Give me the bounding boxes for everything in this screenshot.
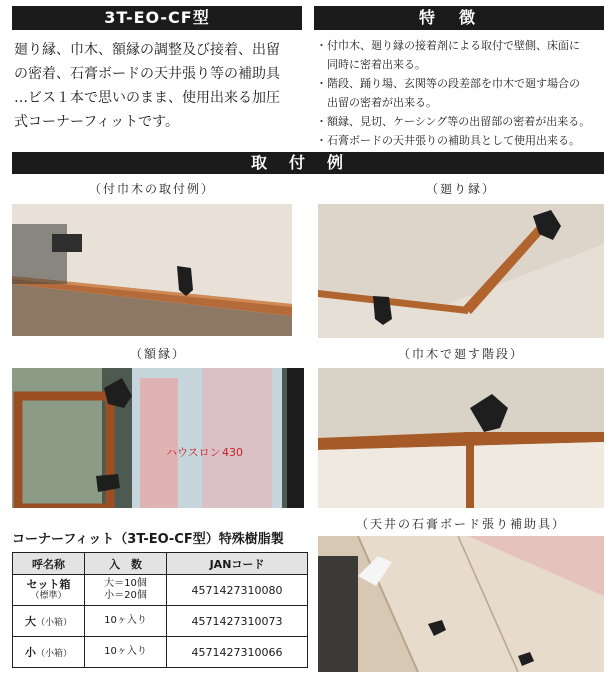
product-name: セット箱	[26, 578, 71, 591]
feature-item: 同時に密着出来る。	[316, 58, 426, 71]
installation-examples-bar: 取付例	[12, 152, 604, 174]
photo-crown-molding	[318, 204, 604, 338]
product-title: コーナーフィット（3T-EO-CF型）特殊樹脂製	[12, 532, 284, 547]
product-spec-table	[12, 552, 308, 668]
quantity-cell	[85, 637, 167, 668]
baseboard-scene-illustration	[12, 204, 292, 336]
product-name-cell	[13, 606, 85, 637]
feature-item: ・額縁、見切、ケーシング等の出留部の密着が出来る。	[316, 115, 591, 128]
intro-description	[14, 38, 306, 134]
table-row	[13, 637, 308, 668]
feature-item: 出留の密着が出来る。	[316, 96, 437, 109]
jan-code-cell: 4571427310080	[167, 575, 308, 606]
quantity-line: 小＝20個	[104, 590, 147, 601]
insulation-brand-label: ハウスロン	[166, 446, 221, 459]
jan-code-cell: 4571427310066	[167, 637, 308, 668]
features-title-bar: 特徴	[314, 6, 604, 30]
insulation-code-label: 430	[222, 446, 243, 459]
photo-stair-baseboard	[318, 368, 604, 508]
intro-line: 式コーナーフィットです。	[14, 114, 180, 130]
column-header: 入 数	[85, 553, 167, 575]
quantity-line: 大＝10個	[104, 578, 147, 589]
crown-molding-scene-illustration	[318, 204, 604, 338]
ceiling-board-scene-illustration	[318, 536, 604, 672]
jan-code-cell: 4571427310073	[167, 606, 308, 637]
features-list	[316, 36, 608, 150]
table-row	[13, 575, 308, 606]
model-title-bar: 3T-EO-CF型	[12, 6, 302, 30]
caption-ceiling-board: （天井の石膏ボード張り補助具）	[355, 517, 566, 531]
column-header: JANコード	[167, 553, 308, 575]
product-name: 小	[24, 646, 36, 659]
photo-baseboard-installation	[12, 204, 292, 336]
feature-item: ・付巾木、廻り縁の接着剤による取付で壁側、床面に	[316, 39, 580, 52]
window-frame-scene-illustration	[12, 368, 304, 508]
caption-baseboard: （付巾木の取付例）	[88, 182, 215, 196]
quantity-cell	[85, 575, 167, 606]
caption-crown-molding: （廻り縁）	[425, 182, 496, 196]
feature-item: ・階段、踊り場、玄関等の段差部を巾木で廻す場合の	[316, 77, 580, 90]
intro-line: の密着、石膏ボードの天井張り等の補助具	[14, 66, 280, 82]
product-name-sub: （小箱）	[35, 618, 72, 628]
caption-stair-baseboard: （巾木で廻す階段）	[397, 347, 524, 361]
intro-line: 廻り縁、巾木、額縁の調整及び接着、出留	[14, 42, 280, 58]
feature-item: ・石膏ボードの天井張りの補助具として使用出来る。	[316, 134, 580, 147]
quantity-cell	[85, 606, 167, 637]
stair-baseboard-scene-illustration	[318, 368, 604, 508]
photo-window-frame	[12, 368, 304, 508]
quantity-line: 10ヶ入り	[104, 646, 147, 657]
product-name-cell	[13, 637, 85, 668]
intro-line: …ビス１本で思いのまま、使用出来る加圧	[14, 90, 280, 106]
product-name: 大	[24, 615, 36, 628]
caption-frame: （額縁）	[129, 347, 186, 361]
quantity-line: 10ヶ入り	[104, 615, 147, 626]
table-header-row	[13, 553, 308, 575]
product-name-cell	[13, 575, 85, 606]
table-row	[13, 606, 308, 637]
product-name-sub: （小箱）	[35, 649, 72, 659]
column-header: 呼名称	[13, 553, 85, 575]
product-name-sub: （標準）	[30, 591, 67, 601]
photo-ceiling-board	[318, 536, 604, 672]
